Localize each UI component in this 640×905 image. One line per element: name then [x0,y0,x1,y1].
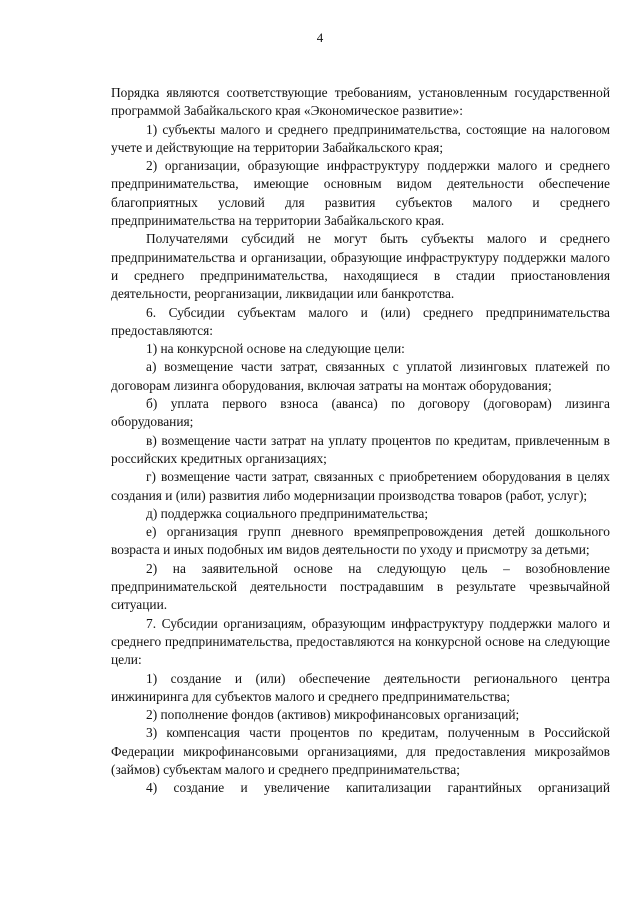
paragraph-6-1-d: д) поддержка социального предпринимательства; [146,505,429,521]
paragraph-7-2: 2) пополнение фондов (активов) микрофинансовых организаций; [146,707,520,723]
paragraph-6-1-e: е) организация групп дневного времяпрепровождения детей дошкольного возраста и иных подобных им видов деятельности по уходу и присмотру за детьми; [111,524,610,558]
paragraph-section-6: 6. Субсидии субъектам малого и (или) среднего предпринимательства предоставляются: [111,304,610,338]
paragraph-7-1: 1) создание и (или) обеспечение деятельности регионального центра инжиниринга для субъектов малого и среднего предпринимательства; [111,670,610,704]
paragraph-7-4: 4) создание и увеличение капитализации гарантийных организаций [146,780,610,796]
paragraph-6-1-a: а) возмещение части затрат, связанных с уплатой лизинговых платежей по договорам лизинга оборудования, включая затраты на монтаж оборудования; [111,359,610,393]
paragraph-exclusion: Получателями субсидий не могут быть субъекты малого и среднего предпринимательства и организации, образующие инфраструктуру поддержки малого и среднего предпринимательства, находящиеся в стадии приостановления деятельности, реорганизации, ликвидации или банкротства. [111,231,610,302]
paragraph-6-1-g: г) возмещение части затрат, связанных с приобретением оборудования в целях создания и (или) развития либо модернизации производства товаров (работ, услуг); [111,469,610,503]
paragraph-section-7: 7. Субсидии организациям, образующим инфраструктуру поддержки малого и среднего предпринимательства, предоставляются на конкурсной основе на следующие цели: [111,615,610,668]
paragraph-6-1-v: в) возмещение части затрат на уплату процентов по кредитам, привлеченным в российских кредитных организациях; [111,432,610,466]
paragraph-6-1-b: б) уплата первого взноса (аванса) по договору (договорам) лизинга оборудования; [111,396,610,430]
paragraph-item-1: 1) субъекты малого и среднего предпринимательства, состоящие на налоговом учете и действующие на территории Забайкальского края; [111,121,610,155]
paragraph-item-2: 2) организации, образующие инфраструктуру поддержки малого и среднего предпринимательства, имеющие основным видом деятельности обеспечение благоприятных условий для развития субъектов малого и среднего предпринимательства на территории Забайкальского края. [111,158,610,229]
paragraph-continuation: Порядка являются соответствующие требованиям, установленным государственной программой Забайкальского края «Экономическое развитие»: [111,85,610,119]
document-body [111,84,610,798]
page-number: 4 [316,30,324,45]
paragraph-6-2: 2) на заявительной основе на следующую цель – возобновление предпринимательской деятельности пострадавшим в результате чрезвычайной ситуации. [111,560,610,613]
paragraph-7-3: 3) компенсация части процентов по кредитам, полученным в Российской Федерации микрофинансовыми организациями, для предоставления микрозаймов (займов) субъектам малого и среднего предпринимательства; [111,725,610,777]
paragraph-6-1: 1) на конкурсной основе на следующие цели: [146,341,405,357]
